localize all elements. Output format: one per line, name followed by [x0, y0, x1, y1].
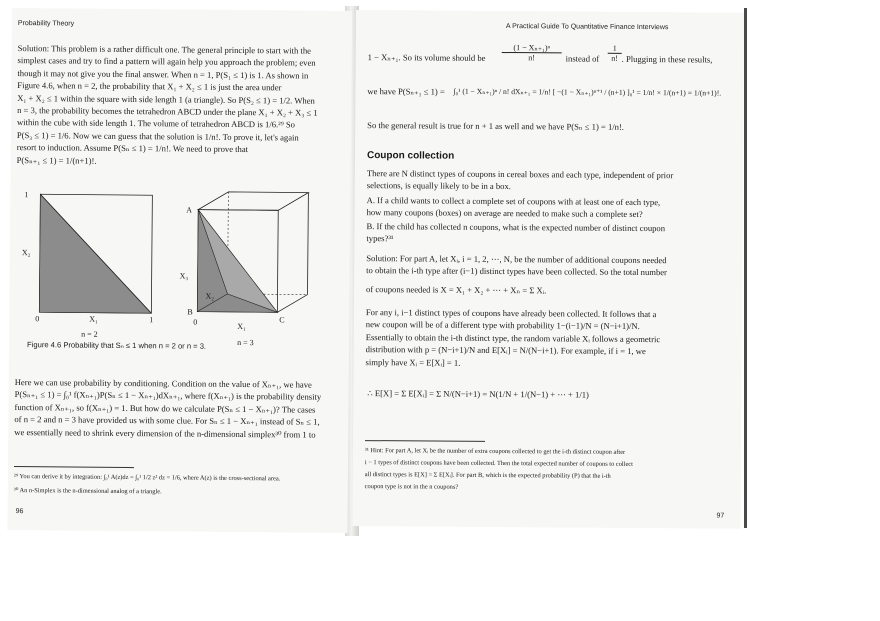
geometric-line: distribution with p = (N−i+1)/N and E[Xᵢ] = N/(N−i+1). For example, if i = 1, we [365, 344, 646, 357]
intro-paragraph [367, 167, 737, 194]
left-lower-line: Here we can use probability by conditioning. Condition on the value of Xₙ₊₁, we have [14, 377, 312, 390]
question-b [366, 220, 736, 247]
footnote-line: i − 1 types of distinct coupons have been collected. Then the total expected number of coupons to collect [364, 459, 633, 468]
label-vertex-a: A [186, 205, 193, 215]
left-footnote-29: ²⁹ You can derive it by integration: ∫₀¹ A(z)dz = ∫₀¹ 1/2 z² dz = 1/6, where A(z) is the cross-sectional area. [13, 473, 281, 483]
expectation-equation: ∴ E[X] = Σ E[Xᵢ] = Σ N/(N−i+1) = N(1/N + 1/(N−1) + ⋯ + 1/1) [367, 388, 589, 400]
footnote-line: ³¹ Hint: For part A, let Xᵢ be the number of extra coupons collected to get the i-th distinct coupon after [364, 447, 626, 456]
left-page-number: 96 [15, 508, 24, 516]
figure-cube-n3 [177, 187, 328, 338]
figure-caption: Figure 4.6 Probability that Sₙ ≤ 1 when n = 2 or n = 3. [27, 340, 207, 351]
left-body-line: n = 3, the probability becomes the tetrahedron ABCD under the plane X₁ + X₂ + X₃ ≤ 1 [17, 105, 318, 118]
eq1-text: 1 − Xₙ₊₁. So its volume should be [367, 52, 486, 63]
solution-line: Solution: For part A, let Xᵢ, i = 1, 2, ⋯, N, be the number of additional coupons needed [366, 253, 667, 266]
label-x1-cube: X₁ [237, 321, 246, 332]
eq1-fraction [502, 43, 562, 62]
left-body-line: within the cube with side length 1. The volume of tetrahedron ABCD is 1/6.²⁹ So [16, 117, 296, 130]
label-vertex-b: B [187, 307, 193, 317]
left-lower-line: we essentially need to shrink every dimension of the n-dimensional simplex³⁰ from 1 to [14, 426, 316, 440]
label-vertex-c: C [279, 315, 285, 325]
label-n2: n = 2 [81, 329, 98, 339]
left-body-line: Solution: This problem is a rather difficult one. The general principle to start with the [17, 43, 312, 56]
label-n3: n = 3 [237, 337, 254, 348]
eq2-body: ∫₀¹ (1 − Xₙ₊₁)ⁿ / n! dXₙ₊₁ = 1/n! [ −(1 − Xₙ₊₁)ⁿ⁺¹ / (n+1) ]₀¹ = 1/n! × 1/(n+1) = 1/(n+1)!. [453, 86, 722, 98]
left-body-line: simplest cases and try to find a pattern will again help you approach the problem; even [17, 55, 316, 69]
eq1-mid: instead of [565, 53, 600, 64]
left-body-text [17, 42, 346, 169]
question-a [367, 194, 737, 221]
eq1-fraction-2 [608, 44, 622, 63]
geometric-paragraph [366, 306, 736, 371]
eq1-den: n! [528, 53, 536, 63]
label-x2-diag: X₂ [205, 291, 215, 301]
label-origin-cube: 0 [193, 317, 198, 327]
left-running-header: Probability Theory [17, 20, 75, 28]
label-x2-axis: X₂ [21, 248, 31, 258]
general-result: So the general result is true for n + 1 as well and we have P(Sₙ ≤ 1) = 1/n!. [367, 120, 625, 132]
intro-line: selections, is equally likely to be in a box. [366, 180, 511, 192]
right-page [352, 10, 744, 529]
label-x-one: 1 [149, 315, 154, 325]
left-lower-line: of n = 2 and n = 3 have provided us with some clue. For Sₙ ≤ 1 − Xₙ₊₁ instead of Sₙ ≤ 1, [14, 414, 320, 427]
question-b-line: types?³¹ [366, 233, 394, 244]
question-a-line: how many coupons (boxes) on average are needed to make such a complete set? [366, 207, 643, 220]
right-running-header: A Practical Guide To Quantitative Finance Interviews [505, 23, 669, 32]
geometric-line: For any i, i−1 distinct types of coupons have already been collected. It follows that a [365, 307, 657, 320]
label-y-one: 1 [24, 190, 29, 200]
footnote-line: coupon type is not in the n coupons? [364, 483, 459, 491]
left-footnote-30: ³⁰ An n-Simplex is the n-dimensional analog of a triangle. [13, 487, 162, 496]
geometric-line: Essentially to obtain the i-th distinct type, the random variable Xᵢ follows a geometric [365, 331, 661, 344]
page-edge [744, 8, 747, 528]
intro-line: There are N distinct types of coupons in cereal boxes and each type, independent of prior [366, 168, 674, 181]
right-footnote-rule [365, 440, 485, 442]
label-origin: 0 [35, 314, 40, 324]
footnote-line: all distinct types is E[X] = Σ E[Xᵢ]. For part B, which is the expected probability (P) that the i-th [364, 471, 611, 480]
section-title: Coupon collection [366, 150, 455, 162]
right-page-number: 97 [716, 512, 725, 520]
left-body-line: Figure 4.6, when n = 2, the probability that X₁ + X₂ ≤ 1 is just the area under [17, 80, 282, 93]
label-x3-axis: X₃ [179, 271, 189, 281]
left-lower-line: P(Sₙ₊₁ ≤ 1) = ∫₀¹ f(Xₙ₊₁)P(Sₙ ≤ 1 − Xₙ₊₁)dXₙ₊₁, where f(Xₙ₊₁) is the probability density [14, 389, 322, 403]
left-body-line: P(Sₙ₊₁ ≤ 1) = 1/(n+1)!. [16, 154, 97, 166]
left-lower-text [14, 376, 343, 441]
solution-paragraph [366, 252, 736, 298]
left-body-line: though it may not give you the final answer. When n = 1, P(S₁ ≤ 1) is 1. As shown in [17, 67, 309, 81]
solution-line: to obtain the i-th type after (i−1) distinct types have been collected. So the total number [366, 265, 667, 278]
geometric-line: simply have Xᵢ = E[Xᵢ] = 1. [365, 356, 461, 368]
eq2-lead: we have P(Sₙ₊₁ ≤ 1) = [367, 86, 445, 97]
label-x1-axis: X₁ [89, 314, 98, 324]
eq1-num-2: 1 [608, 44, 622, 54]
question-b-line: B. If the child has collected n coupons, what is the expected number of distinct coupon [366, 221, 666, 234]
left-lower-line: function of Xₙ₊₁, so f(Xₙ₊₁) = 1. But how do we calculate P(Sₙ ≤ 1 − Xₙ₊₁)? The cases [14, 401, 316, 415]
left-body-line: P(S₃ ≤ 1) = 1/6. Now we can guess that the solution is 1/n!. To prove it, let's again [16, 129, 299, 143]
eq1-num: (1 − Xₙ₊₁)ⁿ [502, 43, 562, 53]
question-a-line: A. If a child wants to collect a complete set of coupons with at least one of each type, [366, 195, 661, 208]
solution-line: of coupons needed is X = X₁ + X₂ + ⋯ + Xₙ = Σ Xᵢ. [366, 283, 547, 296]
right-footnote-31 [365, 446, 735, 494]
geometric-line: new coupon will be of a different type with probability 1−(i−1)/N = (N−i+1)/N. [365, 319, 640, 332]
eq1-tail: . Plugging in these results, [621, 53, 713, 65]
left-body-line: resort to induction. Assume P(Sₙ ≤ 1) = 1/n!. We need to prove that [16, 142, 249, 155]
footnote-rule [14, 466, 134, 468]
eq1-den-2: n! [611, 53, 619, 63]
left-page [7, 8, 352, 533]
left-body-line: X₁ + X₂ ≤ 1 within the square with side length 1 (a triangle). So P(S₂ ≤ 1) = 1/2. When [17, 92, 315, 106]
